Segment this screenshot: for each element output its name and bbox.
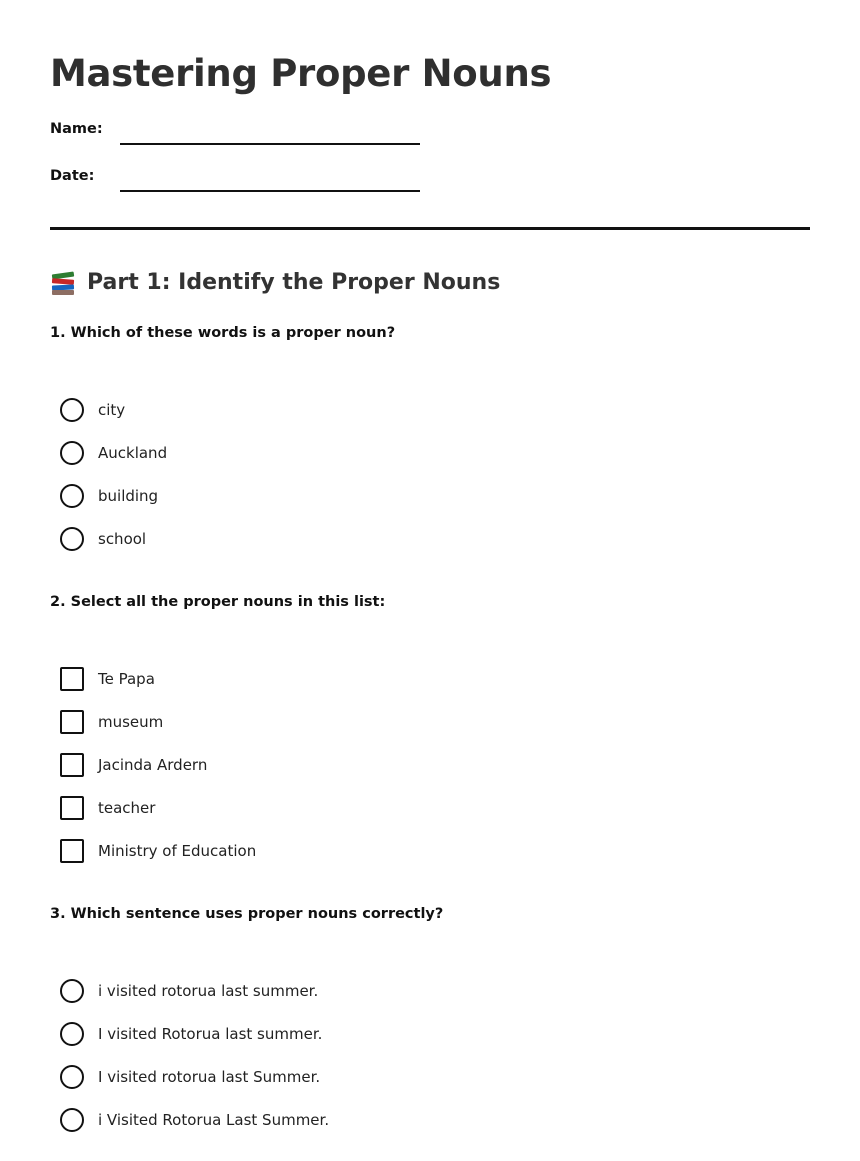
question-text: 1. Which of these words is a proper noun? bbox=[50, 325, 396, 341]
answer-option[interactable] bbox=[50, 517, 167, 560]
answer-option[interactable] bbox=[50, 969, 329, 1012]
radio-button[interactable] bbox=[60, 1065, 84, 1089]
answer-option[interactable] bbox=[50, 1098, 329, 1141]
radio-button[interactable] bbox=[60, 441, 84, 465]
name-field[interactable] bbox=[50, 117, 430, 147]
option-label: Ministry of Education bbox=[98, 841, 257, 860]
name-input-line[interactable] bbox=[120, 143, 420, 145]
radio-button[interactable] bbox=[60, 1022, 84, 1046]
radio-button[interactable] bbox=[60, 527, 84, 551]
option-label: teacher bbox=[98, 798, 156, 817]
answer-option[interactable] bbox=[50, 829, 256, 872]
option-label: museum bbox=[98, 712, 164, 731]
date-label: Date: bbox=[50, 168, 95, 184]
books-icon bbox=[50, 269, 76, 295]
option-label: Te Papa bbox=[98, 669, 155, 688]
answer-option[interactable] bbox=[50, 657, 256, 700]
header-divider bbox=[50, 227, 810, 230]
section-title: Part 1: Identify the Proper Nouns bbox=[87, 269, 501, 295]
date-input-line[interactable] bbox=[120, 190, 420, 192]
option-label: i Visited Rotorua Last Summer. bbox=[98, 1110, 330, 1129]
radio-button[interactable] bbox=[60, 484, 84, 508]
date-field[interactable] bbox=[50, 164, 430, 194]
answer-option[interactable] bbox=[50, 431, 167, 474]
checkbox[interactable] bbox=[60, 710, 84, 734]
radio-button[interactable] bbox=[60, 1108, 84, 1132]
question-text: 2. Select all the proper nouns in this list: bbox=[50, 594, 386, 610]
answer-option[interactable] bbox=[50, 1055, 329, 1098]
radio-button[interactable] bbox=[60, 398, 84, 422]
answer-options bbox=[50, 388, 167, 560]
option-label: I visited rotorua last Summer. bbox=[98, 1067, 321, 1086]
radio-button[interactable] bbox=[60, 979, 84, 1003]
option-label: Jacinda Ardern bbox=[98, 755, 208, 774]
option-label: I visited Rotorua last summer. bbox=[98, 1024, 323, 1043]
answer-option[interactable] bbox=[50, 743, 256, 786]
question-3 bbox=[50, 904, 810, 1129]
checkbox[interactable] bbox=[60, 753, 84, 777]
answer-option[interactable] bbox=[50, 1012, 329, 1055]
option-label: city bbox=[98, 400, 126, 419]
question-1 bbox=[50, 323, 810, 548]
answer-option[interactable] bbox=[50, 700, 256, 743]
checkbox[interactable] bbox=[60, 667, 84, 691]
answer-option[interactable] bbox=[50, 388, 167, 431]
question-text: 3. Which sentence uses proper nouns correctly? bbox=[50, 906, 444, 922]
checkbox[interactable] bbox=[60, 796, 84, 820]
page-title: Mastering Proper Nouns bbox=[50, 52, 552, 95]
answer-option[interactable] bbox=[50, 474, 167, 517]
checkbox[interactable] bbox=[60, 839, 84, 863]
option-label: building bbox=[98, 486, 159, 505]
answer-option[interactable] bbox=[50, 786, 256, 829]
question-2 bbox=[50, 592, 810, 860]
name-label: Name: bbox=[50, 121, 103, 137]
answer-options bbox=[50, 969, 329, 1141]
option-label: school bbox=[98, 529, 147, 548]
book-shape bbox=[52, 290, 74, 295]
option-label: Auckland bbox=[98, 443, 168, 462]
answer-options bbox=[50, 657, 256, 872]
section-heading bbox=[50, 265, 500, 299]
option-label: i visited rotorua last summer. bbox=[98, 981, 319, 1000]
